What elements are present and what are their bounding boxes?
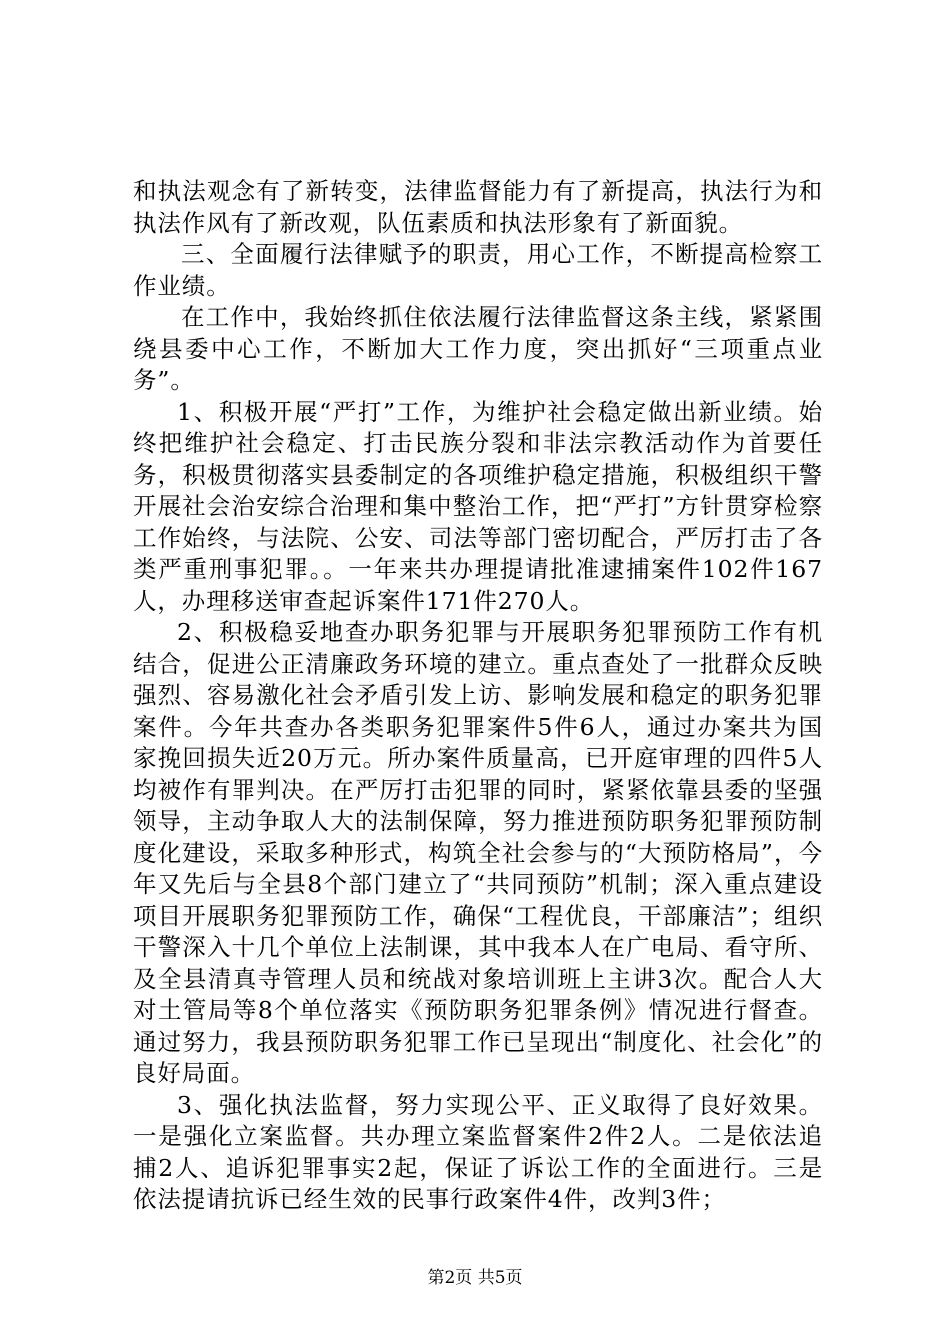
paragraph-item-1: 1、积极开展“严打”工作，为维护社会稳定做出新业绩。始终把维护社会稳定、打击民族分裂和非法宗教活动作为首要任务，积极贯彻落实县委制定的各项维护稳定措施，积极组织干警开展社会治安综合治理和集中整治工作，把“严打”方针贯穿检察工作始终，与法院、公安、司法等部门密切配合，严厉打击了各类严重刑事犯罪。。一年来共办理提请批准逮捕案件102件167人，办理移送审查起诉案件171件270人。 <box>133 397 823 615</box>
document-body <box>133 176 823 1216</box>
paragraph-item-3: 3、强化执法监督，努力实现公平、正义取得了良好效果。一是强化立案监督。共办理立案监督案件2件2人。二是依法追捕2人、追诉犯罪事实2起，保证了诉讼工作的全面进行。三是依法提请抗诉已经生效的民事行政案件4件，改判3件； <box>133 1090 823 1213</box>
paragraph-continuation: 和执法观念有了新转变，法律监督能力有了新提高，执法行为和执法作风有了新改观，队伍素质和执法形象有了新面貌。 <box>133 177 823 237</box>
paragraph-item-2: 2、积极稳妥地查办职务犯罪与开展职务犯罪预防工作有机结合，促进公正清廉政务环境的建立。重点查处了一批群众反映强烈、容易激化社会矛盾引发上访、影响发展和稳定的职务犯罪案件。今年共查办各类职务犯罪案件5件6人，通过办案共为国家挽回损失近20万元。所办案件质量高，已开庭审理的四件5人均被作有罪判决。在严厉打击犯罪的同时，紧紧依靠县委的坚强领导，主动争取人大的法制保障，努力推进预防职务犯罪预防制度化建设，采取多种形式，构筑全社会参与的“大预防格局”，今年又先后与全县8个部门建立了“共同预防”机制；深入重点建设项目开展职务犯罪预防工作，确保“工程优良，干部廉洁”；组织干警深入十几个单位上法制课，其中我本人在广电局、看守所、及全县清真寺管理人员和统战对象培训班上主讲3次。配合人大对土管局等8个单位落实《预防职务犯罪条例》情况进行督查。通过努力，我县预防职务犯罪工作已呈现出“制度化、社会化”的良好局面。 <box>133 618 823 1087</box>
page-number-footer: 第2页 共5页 <box>427 1268 523 1288</box>
paragraph-intro: 在工作中，我始终抓住依法履行法律监督这条主线，紧紧围绕县委中心工作，不断加大工作力度，突出抓好“三项重点业务”。 <box>133 303 823 394</box>
section-heading: 三、全面履行法律赋予的职责，用心工作，不断提高检察工作业绩。 <box>133 240 823 300</box>
